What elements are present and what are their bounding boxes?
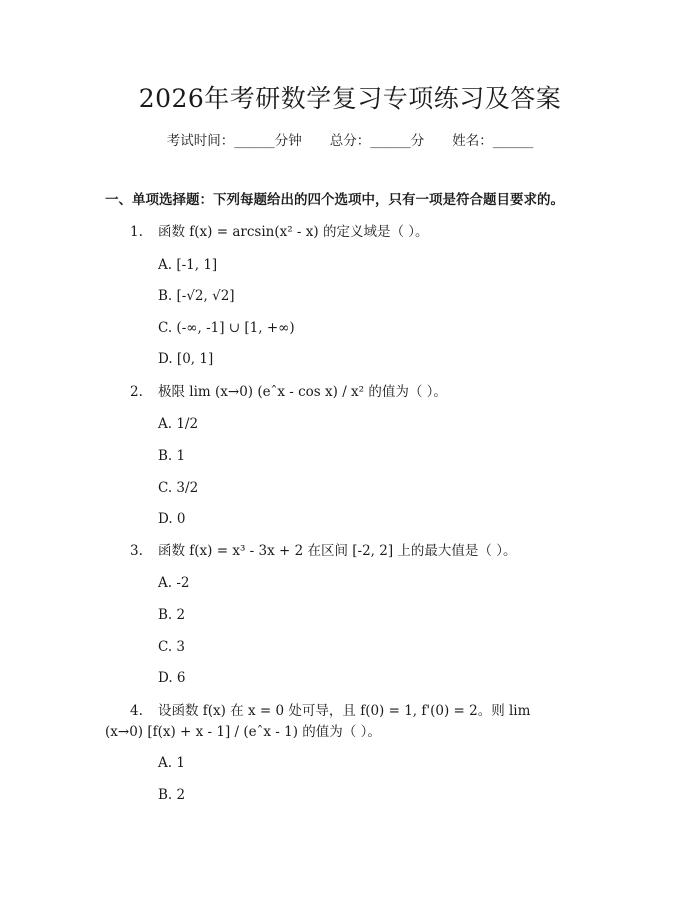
- q2-option-d: D. 0: [158, 511, 186, 527]
- q2-option-b: B. 1: [158, 448, 186, 464]
- q2-option-a: A. 1/2: [158, 416, 199, 432]
- question-4: [130, 701, 530, 721]
- q3-option-a: A. -2: [158, 575, 190, 591]
- question-number: 3.: [130, 543, 143, 559]
- q4-option-b: B. 2: [158, 787, 186, 803]
- q4-option-a: A. 1: [158, 755, 185, 771]
- question-1: [130, 222, 428, 242]
- question-number: 1.: [130, 224, 143, 240]
- q3-option-d: D. 6: [158, 670, 186, 686]
- exam-info: [0, 131, 700, 151]
- q3-option-c: C. 3: [158, 639, 186, 655]
- document-title: 2026年考研数学复习专项练习及答案: [138, 84, 562, 113]
- question-stem: 极限 lim (x→0) (eˆx - cos x) / x² 的值为（ ）。: [158, 384, 447, 400]
- q1-option-d: D. [0, 1]: [158, 351, 214, 367]
- total-score: 总分：______分: [329, 133, 425, 149]
- question-4-continued: (x→0) [f(x) + x - 1] / (eˆx - 1) 的值为（ ）。: [105, 724, 381, 740]
- exam-time: 考试时间：______分钟: [166, 133, 302, 149]
- question-2: [130, 382, 447, 402]
- section-heading: 一、单项选择题：下列每题给出的四个选项中，只有一项是符合题目要求的。: [105, 192, 564, 208]
- question-number: 2.: [130, 384, 143, 400]
- question-3: [130, 541, 516, 561]
- student-name: 姓名：______: [452, 133, 534, 149]
- question-stem: 函数 f(x) = arcsin(x² - x) 的定义域是（ ）。: [158, 224, 429, 240]
- q2-option-c: C. 3/2: [158, 480, 199, 496]
- question-stem: 函数 f(x) = x³ - 3x + 2 在区间 [-2, 2] 上的最大值是（ ）。: [158, 543, 517, 559]
- q1-option-b: B. [-√2, √2]: [158, 288, 235, 304]
- q3-option-b: B. 2: [158, 607, 186, 623]
- question-number: 4.: [130, 703, 143, 719]
- q1-option-c: C. (-∞, -1] ∪ [1, +∞): [158, 320, 295, 336]
- q1-option-a: A. [-1, 1]: [158, 257, 218, 273]
- question-stem: 设函数 f(x) 在 x = 0 处可导，且 f(0) = 1, f'(0) = 2。则 lim: [158, 703, 531, 719]
